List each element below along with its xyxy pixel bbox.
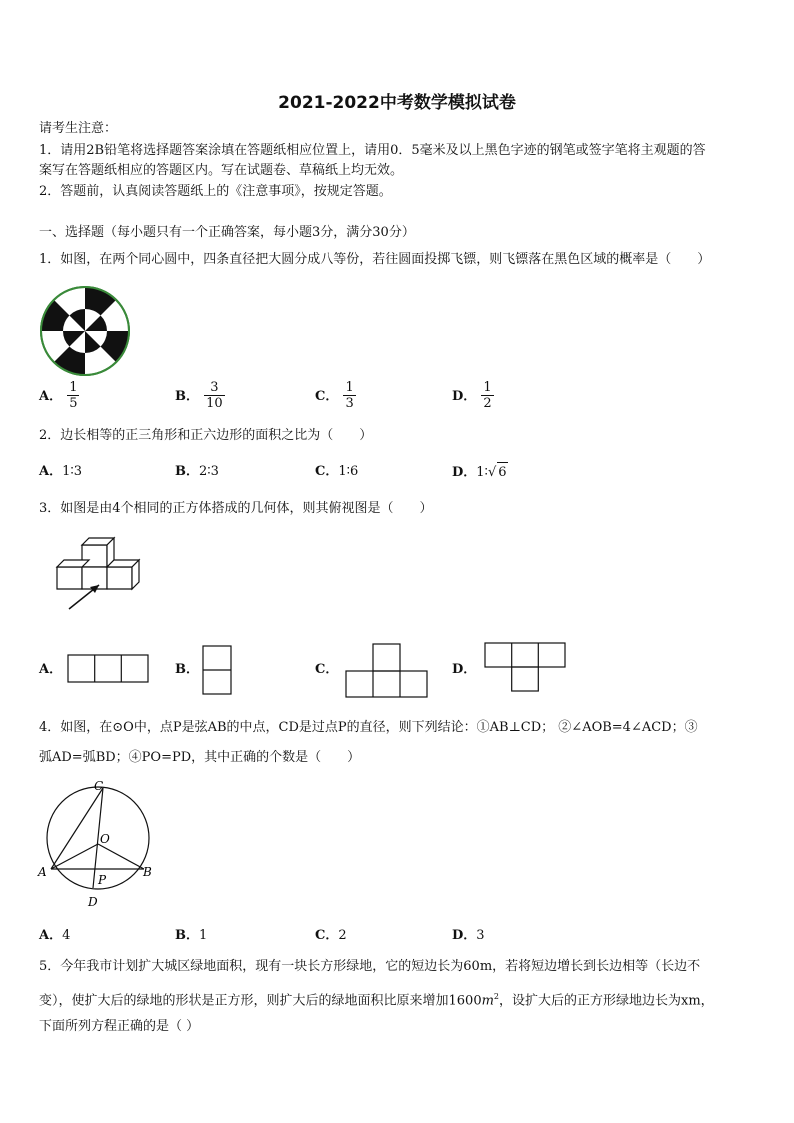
q3-option-a-label	[39, 660, 62, 680]
denominator: 2	[483, 396, 492, 411]
label-b: B	[143, 865, 152, 879]
circle-geometry-figure	[36, 776, 160, 912]
q4-option-a	[39, 926, 70, 946]
option-text: 1∶6	[338, 464, 359, 479]
q4-option-d	[452, 926, 485, 946]
q2-option-d	[452, 462, 508, 483]
q5-line-2-text-b: ，设扩大后的正方形绿地边长为xm，	[499, 993, 714, 1009]
q3-option-c-label	[315, 660, 338, 680]
option-label: C．	[315, 928, 339, 943]
q5-unit-exponent: 2	[493, 992, 500, 1001]
numerator: 1	[483, 380, 492, 395]
segment-ao	[51, 844, 98, 869]
option-label: C．	[315, 464, 339, 479]
q4-option-c	[315, 926, 347, 946]
option-label: D．	[452, 928, 477, 943]
option-label: C．	[315, 662, 339, 677]
option-label: B．	[175, 464, 199, 479]
label-p: P	[98, 873, 107, 887]
notice-item-2: 2．答题前，认真阅读答题纸上的《注意事项》，按规定答题。	[39, 184, 392, 199]
option-label: A．	[39, 389, 63, 404]
option-label: A．	[39, 928, 63, 943]
option-text: 4	[62, 928, 71, 943]
denominator: 5	[69, 396, 78, 411]
denominator: 10	[206, 396, 223, 411]
fraction	[481, 380, 493, 411]
section-heading: 一、选择题（每小题只有一个正确答案，每小题3分，满分30分）	[39, 225, 415, 240]
q3-option-d-figure	[484, 642, 568, 698]
q3-option-b-label	[175, 660, 199, 680]
dartboard-figure	[39, 285, 131, 377]
q2-stem: 2．边长相等的正三角形和正六边形的面积之比为（ ）	[39, 428, 373, 443]
radicand: 6	[497, 462, 507, 483]
q3-stem: 3．如图是由4个相同的正方体搭成的几何体，则其俯视图是（ ）	[39, 501, 433, 516]
option-label: D．	[452, 465, 477, 480]
label-d: D	[88, 895, 98, 909]
option-text: 3	[476, 928, 485, 943]
q5-line-2-text-a: 变），使扩大后的绿地的形状是正方形，则扩大后的绿地面积比原来增加1600	[39, 993, 482, 1009]
q1-option-c	[315, 380, 356, 411]
q3-option-a-figure	[67, 654, 151, 684]
option-label: D．	[452, 389, 477, 404]
segment-bo	[98, 844, 144, 869]
q5-line-1: 5．今年我市计划扩大城区绿地面积，现有一块长方形绿地，它的短边长为60m，若将短边增长到长边相等（长边不	[39, 959, 701, 974]
fraction	[343, 380, 355, 411]
q2-option-a	[39, 462, 82, 482]
q5-unit: m	[481, 993, 494, 1009]
q1-option-b	[175, 380, 225, 411]
option-label: B．	[175, 928, 199, 943]
option-label: B．	[175, 662, 199, 677]
option-label: A．	[39, 464, 63, 479]
q1-option-d	[452, 380, 494, 411]
q3-option-d-label	[452, 660, 476, 680]
notice-item-1-line-1: 1．请用2B铅笔将选择题答案涂填在答题纸相应位置上，请用0．5毫米及以上黑色字迹的钢笔或签字笔将主观题的答	[39, 143, 706, 158]
option-label: D．	[452, 662, 477, 677]
label-o: O	[100, 832, 110, 846]
fraction	[204, 380, 225, 411]
label-a: A	[38, 865, 47, 879]
notice-heading: 请考生注意：	[39, 121, 118, 136]
numerator: 1	[69, 380, 78, 395]
option-text: 1∶3	[62, 464, 83, 479]
q4-option-b	[175, 926, 207, 946]
cube-solid-figure	[52, 535, 172, 625]
label-c: C	[94, 779, 104, 793]
q2-option-b	[175, 462, 219, 482]
option-label: A．	[39, 662, 63, 677]
segment-ac	[51, 788, 103, 869]
q5-line-2	[39, 987, 714, 1011]
q4-stem-line-2: 弧AD=弧BD；④PO=PD，其中正确的个数是（ ）	[39, 750, 361, 765]
option-label: B．	[175, 389, 199, 404]
denominator: 3	[345, 396, 354, 411]
page-title: 2021-2022中考数学模拟试卷	[278, 93, 516, 113]
q3-option-c-figure	[345, 643, 429, 699]
option-text: 1∶	[476, 465, 488, 480]
numerator: 3	[210, 380, 219, 395]
numerator: 1	[345, 380, 354, 395]
fraction	[67, 380, 79, 411]
sqrt-sign: √	[487, 465, 497, 480]
q4-stem-line-1: 4．如图，在⊙O中，点P是弦AB的中点，CD是过点P的直径，则下列结论：①AB⊥CD； ②∠AOB=4∠ACD；③	[39, 720, 698, 735]
q1-option-a	[39, 380, 79, 411]
option-text: 2	[338, 928, 347, 943]
option-text: 2∶3	[199, 464, 219, 479]
notice-item-1-line-2: 案写在答题纸相应的答题区内。写在试题卷、草稿纸上均无效。	[39, 163, 404, 178]
q2-option-c	[315, 462, 358, 482]
option-label: C．	[315, 389, 339, 404]
option-text: 1	[199, 928, 208, 943]
q5-line-3: 下面所列方程正确的是（ ）	[39, 1019, 200, 1034]
q3-option-b-figure	[202, 645, 234, 697]
q1-stem: 1．如图，在两个同心圆中，四条直径把大圆分成八等份，若往圆面投掷飞镖，则飞镖落在黑色区域的概率是（ ）	[39, 252, 711, 267]
